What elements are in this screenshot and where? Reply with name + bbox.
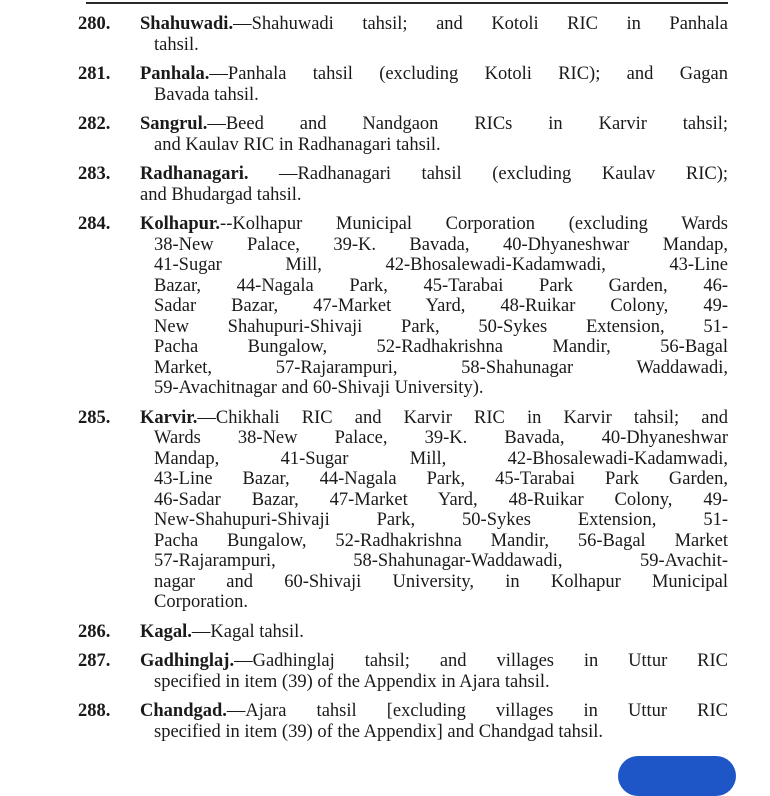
- entry-line: Market, 57-Rajarampuri, 58-Shahunagar Waddawadi,: [154, 357, 728, 378]
- entry-name: Panhala.: [140, 64, 210, 84]
- entry-text: [140, 214, 728, 399]
- entry-text: [140, 114, 728, 155]
- entry-text: [140, 64, 728, 105]
- entry-283: [78, 164, 728, 205]
- entry-288: [78, 701, 728, 742]
- entry-line: Bavada tahsil.: [154, 84, 259, 105]
- entry-line-first: Kagal.—Kagal tahsil.: [140, 621, 304, 642]
- entry-line: nagar and 60-Shivaji University, in Kolhapur Municipal: [154, 571, 728, 592]
- entry-number: 288.: [78, 701, 111, 721]
- entry-name: Kolhapur.: [140, 214, 221, 234]
- entry-text: [140, 164, 728, 205]
- floating-action-button[interactable]: [618, 756, 736, 796]
- entry-name: Sangrul.: [140, 114, 208, 134]
- entry-286: [78, 622, 728, 643]
- entry-number: 281.: [78, 64, 111, 84]
- entry-line: Bazar, 44-Nagala Park, 45-Tarabai Park Garden, 46-: [154, 275, 728, 296]
- entry-line: Wards 38-New Palace, 39-K. Bavada, 40-Dhyaneshwar: [154, 428, 728, 448]
- entry-line: 46-Sadar Bazar, 47-Market Yard, 48-Ruikar Colony, 49-: [154, 489, 728, 510]
- entry-text: [140, 622, 728, 643]
- entry-name: Shahuwadi.: [140, 14, 234, 34]
- entry-line: Pacha Bungalow, 52-Radhakrishna Mandir, 56-Bagal: [154, 337, 728, 357]
- entry-line: specified in item (39) of the Appendix] and Chandgad tahsil.: [154, 721, 604, 742]
- entry-number: 284.: [78, 214, 111, 234]
- entry-284: [78, 214, 728, 399]
- entry-line: tahsil.: [154, 34, 199, 55]
- entry-line: 38-New Palace, 39-K. Bavada, 40-Dhyaneshwar Mandap,: [154, 234, 728, 255]
- entry-text: [140, 701, 728, 742]
- entry-line-first: Shahuwadi.—Shahuwadi tahsil; and Kotoli RIC in Panhala: [140, 14, 728, 34]
- entry-287: [78, 651, 728, 692]
- entry-name: Kagal.: [140, 621, 192, 642]
- entry-number: 285.: [78, 407, 111, 428]
- entry-line: New-Shahupuri-Shivaji Park, 50-Sykes Extension, 51-: [154, 510, 728, 530]
- entry-line: 41-Sugar Mill, 42-Bhosalewadi-Kadamwadi, 43-Line: [154, 255, 728, 275]
- entry-line: and Bhudargad tahsil.: [140, 184, 302, 205]
- entry-number: 286.: [78, 621, 111, 642]
- entry-line-first: Radhanagari. —Radhanagari tahsil (excluding Kaulav RIC);: [140, 164, 728, 184]
- entry-line: Corporation.: [154, 592, 249, 612]
- entry-number: 287.: [78, 651, 111, 671]
- entry-line-first: Sangrul.—Beed and Nandgaon RICs in Karvir tahsil;: [140, 114, 728, 134]
- entry-name: Radhanagari.: [140, 164, 249, 184]
- entry-line-first: Chandgad.—Ajara tahsil [excluding villages in Uttur RIC: [140, 701, 728, 721]
- entry-line-first: Gadhinglaj.—Gadhinglaj tahsil; and villages in Uttur RIC: [140, 651, 728, 671]
- entry-line: 43-Line Bazar, 44-Nagala Park, 45-Tarabai Park Garden,: [154, 469, 728, 489]
- entry-line: 59-Avachitnagar and 60-Shivaji University).: [154, 378, 484, 398]
- entry-line: Sadar Bazar, 47-Market Yard, 48-Ruikar Colony, 49-: [154, 296, 728, 316]
- entry-285: [78, 408, 728, 613]
- entry-number: 282.: [78, 114, 111, 134]
- entry-line: 57-Rajarampuri, 58-Shahunagar-Waddawadi, 59-Avachit-: [154, 551, 728, 571]
- entry-text: [140, 408, 728, 613]
- entry-text: [140, 651, 728, 692]
- entry-line-first: Karvir.—Chikhali RIC and Karvir RIC in Karvir tahsil; and: [140, 407, 728, 428]
- entry-name: Gadhinglaj.: [140, 651, 235, 671]
- entry-number: 280.: [78, 14, 111, 34]
- top-rule: [86, 2, 728, 4]
- entry-281: [78, 64, 728, 105]
- entry-line-first: Kolhapur.--Kolhapur Municipal Corporation (excluding Wards: [140, 214, 728, 234]
- entry-number: 283.: [78, 164, 111, 184]
- entry-line: New Shahupuri-Shivaji Park, 50-Sykes Extension, 51-: [154, 316, 728, 337]
- entry-line-first: Panhala.—Panhala tahsil (excluding Kotoli RIC); and Gagan: [140, 64, 728, 84]
- entry-line: specified in item (39) of the Appendix in Ajara tahsil.: [154, 671, 550, 692]
- entry-name: Chandgad.: [140, 701, 227, 721]
- entry-line: Mandap, 41-Sugar Mill, 42-Bhosalewadi-Kadamwadi,: [154, 448, 728, 469]
- entry-line: and Kaulav RIC in Radhanagari tahsil.: [154, 134, 441, 155]
- entry-282: [78, 114, 728, 155]
- entry-280: [78, 14, 728, 55]
- entry-text: [140, 14, 728, 55]
- entry-line: Pacha Bungalow, 52-Radhakrishna Mandir, 56-Bagal Market: [154, 530, 728, 551]
- entry-name: Karvir.: [140, 407, 198, 428]
- constituency-list: [78, 14, 728, 751]
